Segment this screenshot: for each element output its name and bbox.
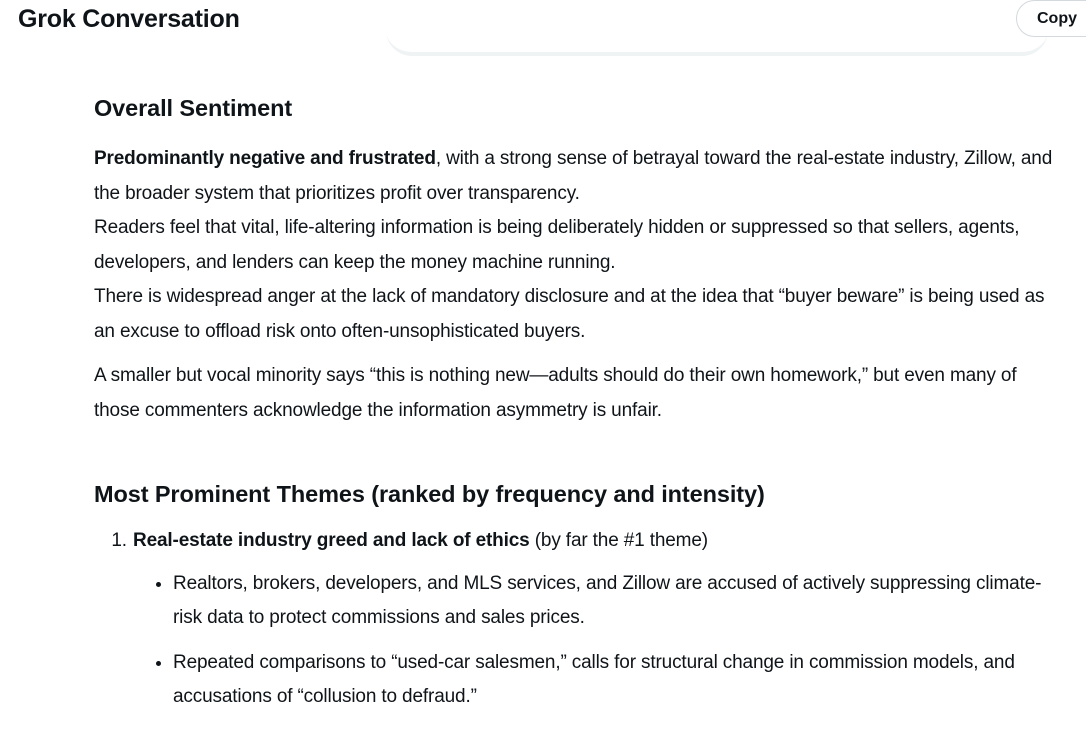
sentiment-line-2: Readers feel that vital, life-altering information is being deliberately hidden or suppressed so that sellers, agents, developers, and lenders can keep the money machine running. <box>94 217 1020 273</box>
theme-item <box>132 524 1064 715</box>
minority-paragraph: A smaller but vocal minority says “this is nothing new—adults should do their own homework,” but even many of those commenters acknowledge the information asymmetry is unfair. <box>94 365 1017 421</box>
theme-bullet: • Repeated comparisons to “used-car salesmen,” calls for structural change in commission models, and accusations of “collusion to defraud.” <box>173 646 1064 715</box>
theme-bullets <box>133 567 1064 715</box>
themes-heading: Most Prominent Themes (ranked by frequency and intensity) <box>94 481 765 507</box>
themes-list <box>94 524 1064 715</box>
sentiment-line-3: There is widespread anger at the lack of mandatory disclosure and at the idea that “buyer beware” is being used as an excuse to offload risk onto often-unsophisticated buyers. <box>94 286 1045 342</box>
theme-bullet: • Realtors, brokers, developers, and MLS services, and Zillow are accused of actively suppressing climate-risk data to protect commissions and sales prices. <box>173 567 1064 636</box>
page-title: Grok Conversation <box>18 5 240 33</box>
theme-title: Real-estate industry greed and lack of ethics <box>133 530 530 551</box>
assistant-response <box>94 86 1064 725</box>
sentiment-paragraph <box>94 142 1064 349</box>
copy-button[interactable]: Copy <box>1016 0 1086 37</box>
sentiment-bold-lead: Predominantly negative and frustrated <box>94 148 436 169</box>
user-message-bubble-edge <box>386 0 1048 56</box>
sentiment-lead-rest: , with a strong sense of betrayal toward the real-estate industry, Zillow, and the broader system that prioritizes profit over transparency. <box>94 148 1053 204</box>
top-bar <box>0 0 1086 40</box>
theme-note: (by far the #1 theme) <box>529 530 708 551</box>
sentiment-heading: Overall Sentiment <box>94 95 293 121</box>
